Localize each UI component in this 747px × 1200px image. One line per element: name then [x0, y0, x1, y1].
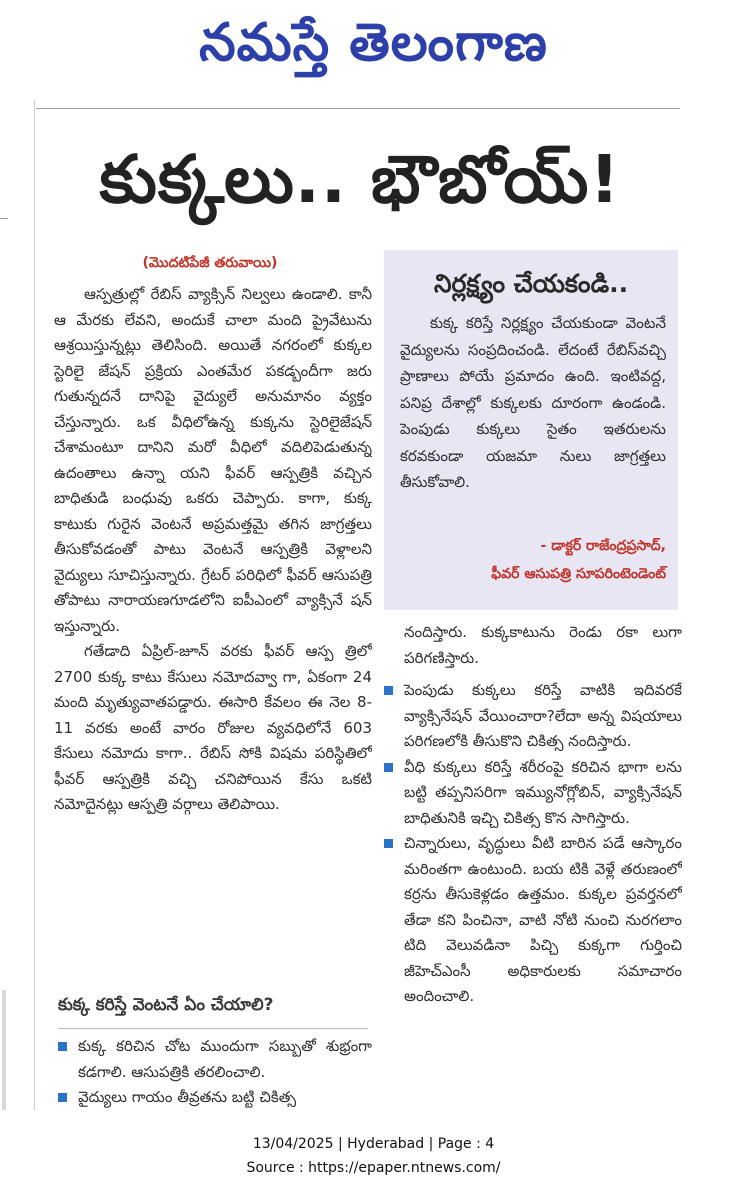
doctor-advice-box — [384, 250, 678, 610]
page-footer — [0, 1132, 747, 1180]
right-column-continuation: నందిస్తారు. కుక్కకాటును రెండు రకా లుగా పరిగణిస్తారు. — [404, 623, 682, 667]
list-item-text: వీధి కుక్కలు కరిస్తే శరీరంపై కరిచిన భాగా లను బట్టి తప్పనిసరిగా ఇమ్యునోగ్లోబిన్, వ్యాక్సినేషన్ బాధితునికి ఇచ్చి చికిత్స కొన సాగిస్తారు. — [404, 757, 682, 827]
sidebox-signature — [400, 532, 666, 592]
advice-list-right — [382, 678, 682, 1118]
list-item — [56, 1034, 372, 1085]
advice-list-left — [56, 1034, 372, 1114]
list-item — [382, 678, 682, 755]
masthead-divider — [36, 108, 680, 109]
list-item-text: వైద్యులు గాయం తీవ్రతను బట్టి చికిత్స — [78, 1088, 297, 1106]
masthead-logo: నమస్తే తెలంగాణ — [199, 12, 548, 73]
adjacent-column-fragment — [0, 95, 10, 215]
bullet-square-icon — [384, 763, 393, 772]
list-item-text: చిన్నారులు, వృద్ధులు వీటి బారిన పడే ఆస్కారం మరింతగా ఉంటుంది. బయ టికి వెళ్లే తరుణంలో కర్రను తీసుకెళ్లడం ఉత్తమం. కుక్కల ప్రవర్తనలో తేడా కని పించినా, వాటి నోటి నుంచి నురగలాం టిది వెలువడినా పిచ్చి కుక్కగా గుర్తించి జీహెచ్ఎంసీ అధికారులకు సమాచారం అందించాలి. — [404, 834, 682, 1005]
list-item — [382, 831, 682, 1010]
bullet-square-icon — [58, 1093, 67, 1102]
list-item — [382, 755, 682, 832]
list-item-text: పెంపుడు కుక్కలు కరిస్తే వాటికి ఇదివరకే వ్యాక్సినేషన్ వేయించారా?లేదా అన్న విషయాలు పరిగణలోకి తీసుకొని చికిత్స నందిస్తారు. — [404, 681, 682, 750]
bullet-square-icon — [384, 686, 393, 695]
sidebox-body: కుక్క కరిస్తే నిర్లక్ష్యం చేయకుండా వెంటనే వైద్యులను సంప్రదించండి. లేదంటే రేబిస్‌వచ్చి ప్రాణాలు పోయే ప్రమాదం ఉంది. ఇంటివద్ద, పనిప్ర దేశాల్లో కుక్కలకు దూరంగా ఉండండి. పెంపుడు కుక్కలు సైతం ఇతరులను కరవకుండా యజమా నులు జాగ్రత్తలు తీసుకోవాలి. — [400, 314, 666, 491]
signature-title: ఫీవర్ ఆసుపత్రి సూపరింటెండెంట్ — [491, 566, 666, 582]
bullet-square-icon — [384, 839, 393, 848]
list-item — [56, 1085, 372, 1111]
list-item-text: కుక్క కరిచిన చోట ముందుగా సబ్బుతో శుభ్రంగా కడగాలి. ఆసుపత్రికి తరలించాలి. — [78, 1037, 372, 1081]
footer-source: Source : https://epaper.ntnews.com/ — [246, 1160, 501, 1176]
column-gutter-line — [34, 100, 35, 1110]
adjacent-column-fragment — [0, 570, 10, 780]
section-subhead: కుక్క కరిస్తే వెంటనే ఏం చేయాలి? — [58, 995, 274, 1015]
body-paragraph: ఆస్పత్రుల్లో రేబిస్ వ్యాక్సిన్ నిల్వలు ఉండాలి. కానీ ఆ మేరకు లేవని, అందుకే చాలా మంది ప్రైవేటును ఆశ్రయిస్తున్నట్లు తెలిసింది. అయితే నగరంలో కుక్కల స్టెరిలై జేషన్ ప్రక్రియ ఎంతమేర పకడ్బందీగా జరు గుతున్నదనే దానిపై వైద్యులే అనుమానం వ్యక్తం చేస్తున్నారు. ఒక వీధిలోఉన్న కుక్కను స్టెరిలైజేషన్ చేశామంటూ దానిని మరో వీధిలో వదిలిపెడుతున్న ఉదంతాలు ఉన్నా యని ఫీవర్ ఆస్పత్రికి వచ్చిన బాధితుడి బంధువు ఒకరు చెప్పారు. కాగా, కుక్క కాటుకు గురైన వెంటనే అప్రమత్తమై తగిన జాగ్రత్తలు తీసుకోవడంతో పాటు వెంటనే ఆస్పత్రికి వెళ్లాలని వైద్యులు సూచిస్తున్నారు. గ్రేటర్ పరిధిలో ఫీవర్ ఆసుపత్రి తోపాటు నారాయణగూడలోని ఐపీఎంలో వ్యాక్సినే షన్ ఇస్తున్నారు. — [54, 285, 372, 635]
subhead-divider — [58, 1028, 368, 1029]
adjacent-column-fragment — [2, 990, 6, 1110]
continuation-kicker: (మొదటిపేజీ తరువాయి) — [142, 255, 278, 271]
sidebox-title: నిర్లక్ష్యం చేయకండి.. — [433, 269, 629, 298]
bullet-square-icon — [58, 1042, 67, 1051]
signature-name: - డాక్టర్ రాజేంద్రప్రసాద్, — [540, 538, 666, 554]
article-headline: కుక్కలు.. భౌబోయ్! — [99, 141, 621, 218]
body-paragraph: గతేడాది ఏప్రిల్-జూన్ వరకు ఫీవర్ ఆస్ప త్రిలో 2700 కుక్క కాటు కేసులు నమోదవ్వా గా, ఏకంగా 24 మంది మృత్యువాతపడ్డారు. ఈసారి కేవలం ఈ నెల 8-11 వరకు అంటే వారం రోజుల వ్యవధిలోనే 603 కేసులు నమోదు కాగా.. రేబిస్ సోకి విషమ పరిస్థితిలో ఫీవర్ ఆస్పత్రికి వచ్చి చనిపోయిన కేసు ఒకటి నమోదైనట్లు ఆస్పత్రి వర్గాలు తెలిపాయి. — [54, 642, 372, 813]
adjacent-column-divider — [0, 218, 8, 219]
article-body-left — [54, 282, 372, 1022]
footer-dateline: 13/04/2025 | Hyderabad | Page : 4 — [252, 1136, 495, 1152]
